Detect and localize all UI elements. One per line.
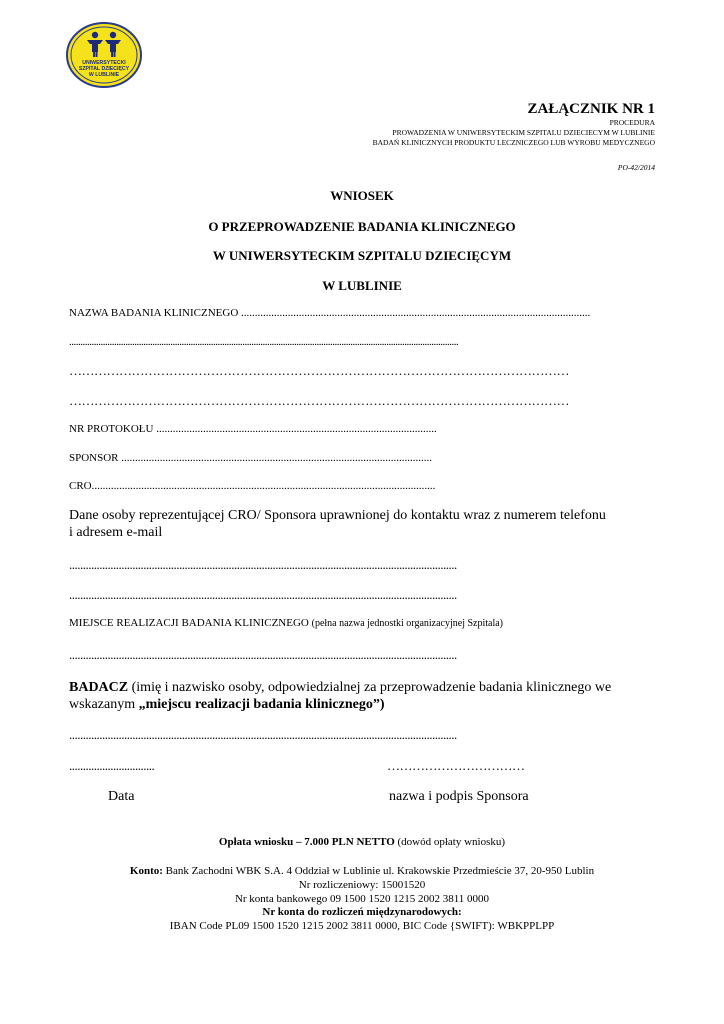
blank-line-6: ............................................................................................................................................. bbox=[69, 647, 457, 662]
fee-line bbox=[0, 836, 724, 848]
investigator-line2-prefix: wskazanym bbox=[69, 697, 139, 712]
study-name-field: NAZWA BADANIA KLINICZNEGO ............................................................................................................................... bbox=[69, 307, 591, 319]
document-code: PO-42/2014 bbox=[617, 163, 655, 172]
bank-account-number: Nr konta bankowego 09 1500 1520 1215 2002 3811 0000 bbox=[234, 893, 490, 905]
hospital-logo bbox=[66, 22, 142, 88]
investigator-description: (imię i nazwisko osoby, odpowiedzialnej za przeprowadzenie badania klinicznego we bbox=[128, 680, 612, 695]
blank-line-7: ............................................................................................................................................. bbox=[69, 727, 457, 742]
sponsor-signature-line: …………………………… bbox=[387, 758, 525, 773]
investigator-label bbox=[69, 679, 669, 713]
fee-amount: Opłata wniosku – 7.000 PLN NETTO bbox=[218, 836, 395, 848]
date-signature-line: ............................... bbox=[69, 758, 155, 773]
title-line-1: WNIOSEK bbox=[330, 188, 394, 203]
attachment-title: ZAŁĄCZNIK NR 1 bbox=[527, 101, 655, 117]
blank-line-2: ………………………………………………………………………………………………………… bbox=[69, 363, 569, 378]
protocol-number-field: NR PROTOKOŁU ...................................................................................................... bbox=[69, 423, 437, 435]
logo-text-line2: SZPITAL DZIECIĘCY bbox=[78, 66, 130, 72]
bank-details: Bank Zachodni WBK S.A. 4 Oddział w Lublinie ul. Krakowskie Przedmieście 37, 20-950 Lublin bbox=[162, 865, 595, 877]
bank-label: Konto: bbox=[129, 865, 163, 877]
date-label: Data bbox=[108, 789, 135, 804]
contact-person-label bbox=[69, 507, 649, 541]
procedure-line-3: BADAŃ KLINICZNYCH PRODUKTU LECZNICZEGO LUB WYROBU MEDYCZNEGO bbox=[372, 138, 655, 147]
blank-line-5: ............................................................................................................................................. bbox=[69, 587, 457, 602]
procedure-line-2: PROWADZENIA W UNIWERSYTECKIM SZPITALU DZIECIECYM W LUBLINIE bbox=[392, 128, 655, 137]
fee-note: (dowód opłaty wniosku) bbox=[394, 836, 506, 848]
blank-line-1: ............................................................................................................................................................................. bbox=[69, 336, 459, 348]
study-location-note: (pełna nazwa jednostki organizacyjnej Szpitala) bbox=[311, 618, 504, 629]
title-line-4: W LUBLINIE bbox=[322, 278, 402, 293]
logo-text-line3: W LUBLINIE bbox=[88, 72, 120, 78]
logo-text-line1: UNIWERSYTECKI bbox=[82, 60, 126, 66]
investigator-bold: BADACZ bbox=[69, 680, 129, 695]
international-account-label: Nr konta do rozliczeń międzynarodowych: bbox=[262, 906, 462, 918]
blank-line-3: ………………………………………………………………………………………………………… bbox=[69, 393, 569, 408]
hospital-logo-emblem-icon bbox=[66, 22, 142, 88]
title-line-3: W UNIWERSYTECKIM SZPITALU DZIECIĘCYM bbox=[212, 248, 512, 263]
investigator-line2-bold: „miejscu realizacji badania klinicznego”) bbox=[138, 697, 385, 712]
study-location-main: MIEJSCE REALIZACJI BADANIA KLINICZNEGO bbox=[69, 617, 312, 629]
procedure-label: PROCEDURA bbox=[609, 118, 655, 127]
contact-person-line-1: Dane osoby reprezentującej CRO/ Sponsora uprawnionej do kontaktu wraz z numerem telefonu bbox=[69, 508, 606, 523]
bank-account-line bbox=[0, 865, 724, 877]
title-line-2: O PRZEPROWADZENIE BADANIA KLINICZNEGO bbox=[208, 219, 516, 234]
cro-field: CRO............................................................................................................................. bbox=[69, 480, 436, 492]
study-location-label bbox=[69, 617, 669, 629]
contact-person-line-2: i adresem e-mail bbox=[69, 525, 163, 540]
sponsor-field: SPONSOR ................................................................................................................. bbox=[69, 452, 433, 464]
settlement-number: Nr rozliczeniowy: 15001520 bbox=[298, 879, 426, 891]
iban-bic-line: IBAN Code PL09 1500 1520 1215 2002 3811 0000, BIC Code {SWIFT): WBKPPLPP bbox=[169, 920, 555, 932]
sponsor-signature-label: nazwa i podpis Sponsora bbox=[389, 789, 529, 804]
blank-line-4: ............................................................................................................................................. bbox=[69, 557, 457, 572]
